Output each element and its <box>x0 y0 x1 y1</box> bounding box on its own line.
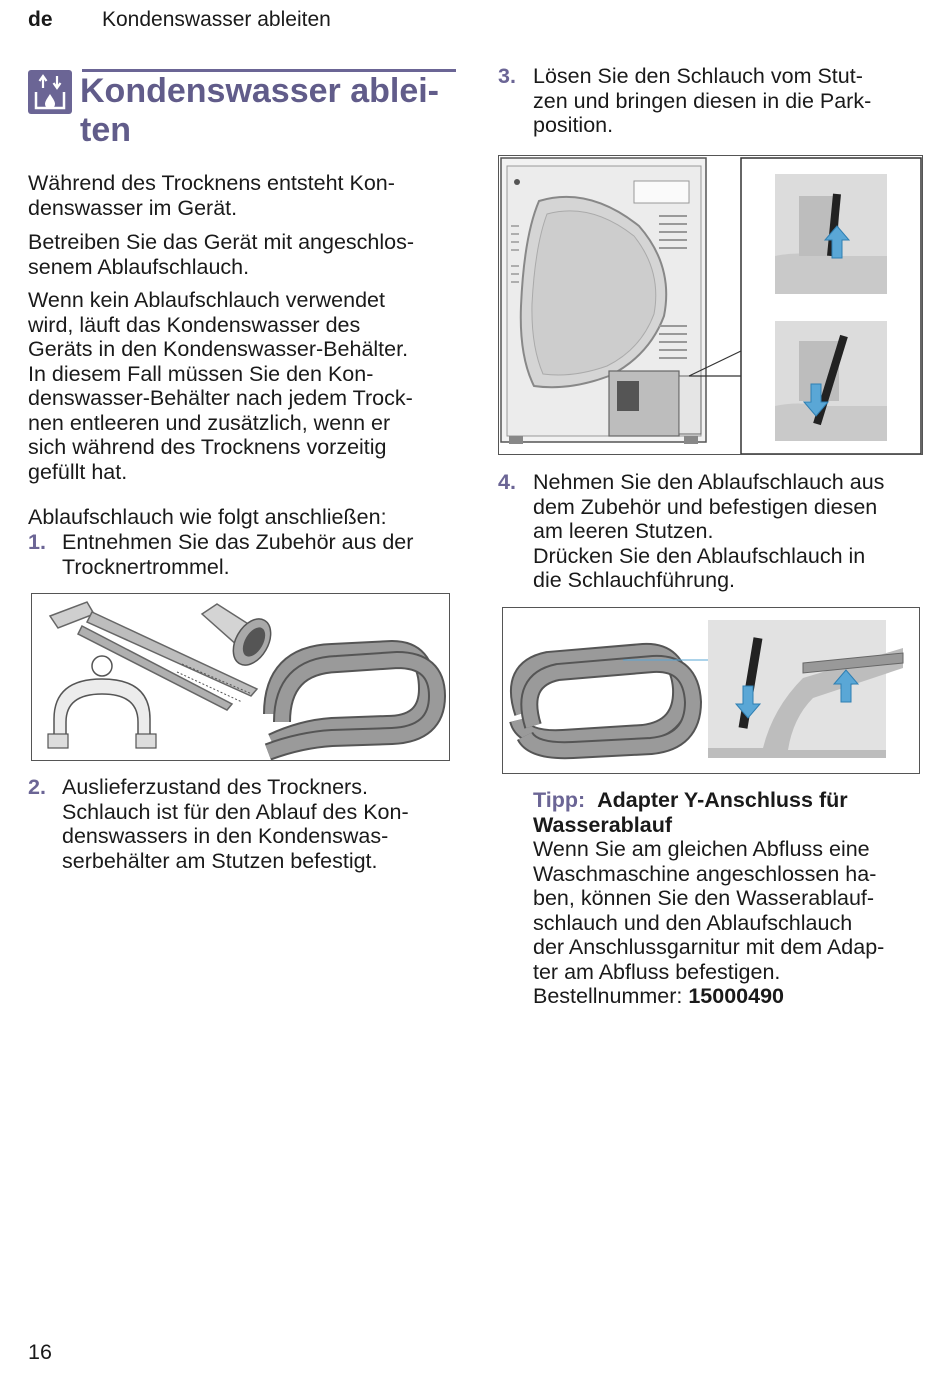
step-4-number: 4. <box>498 470 516 494</box>
intro-p2-line: Betreiben Sie das Gerät mit angeschlos- <box>28 230 415 254</box>
tip-box <box>533 788 884 1009</box>
step-3-line: zen und bringen diesen in die Park- <box>533 88 872 113</box>
intro-p2-line: senem Ablaufschlauch. <box>28 254 250 279</box>
step-4-line: dem Zubehör und befestigen diesen <box>533 494 878 519</box>
tip-heading-line-1 <box>533 788 884 813</box>
intro-p3-line: nen entleeren und zusätzlich, wenn er <box>28 410 391 435</box>
intro-p3-line: In diesem Fall müssen Sie den Kon- <box>28 361 374 386</box>
step-4-line: am leeren Stutzen. <box>533 519 714 543</box>
intro-p3-line: Geräts in den Kondenswasser-Behälter. <box>28 337 409 361</box>
step-3-text <box>533 64 871 138</box>
dryer-rear-figure <box>498 155 923 455</box>
condensate-drain-icon <box>28 70 72 114</box>
intro-p1-line: denswasser im Gerät. <box>28 195 238 220</box>
tip-order-line <box>533 984 884 1009</box>
detail-hose-release-image <box>775 174 887 294</box>
step-2-line: Auslieferzustand des Trockners. <box>62 775 368 799</box>
step-2-line: denswassers in den Kondenswas- <box>62 824 389 848</box>
drain-hose-image <box>268 649 437 752</box>
tip-label: Tipp: <box>533 788 586 812</box>
tip-line: der Anschlussgarnitur mit dem Adap- <box>533 935 885 959</box>
intro-p1-line: Während des Trocknens entsteht Kon- <box>28 171 395 195</box>
intro-p3-line: Wenn kein Ablaufschlauch verwendet <box>28 288 385 312</box>
header-language: de <box>28 8 53 31</box>
intro-paragraph-2 <box>28 230 414 279</box>
hose-holder-image <box>48 656 156 748</box>
step-2-number: 2. <box>28 775 46 799</box>
page-title-line2: ten <box>80 111 131 149</box>
step-3-line: Lösen Sie den Schlauch vom Stut- <box>533 64 863 88</box>
page-number: 16 <box>28 1340 52 1364</box>
step-1-number: 1. <box>28 530 46 554</box>
tip-line: ben, können Sie den Wasserablauf- <box>533 886 875 910</box>
intro-p3-line: wird, läuft das Kondenswasser des <box>28 312 361 337</box>
tip-line: Waschmaschine angeschlossen ha- <box>533 861 877 886</box>
tip-line: Wenn Sie am gleichen Abfluss eine <box>533 837 870 861</box>
hose-guide-detail-image <box>708 620 903 758</box>
tip-line: schlauch und den Ablaufschlauch <box>533 910 853 935</box>
step-4-line: Nehmen Sie den Ablaufschlauch aus <box>533 470 885 494</box>
page-title <box>80 72 460 150</box>
detail-hose-park-image <box>775 321 887 441</box>
step-3-line: position. <box>533 113 614 137</box>
hose-attach-figure <box>502 607 920 774</box>
step-2-text <box>62 775 409 873</box>
step-1-text <box>62 530 413 579</box>
step-2-line: serbehälter am Stutzen befestigt. <box>62 848 378 873</box>
step-2-line: Schlauch ist für den Ablauf des Kon- <box>62 799 409 824</box>
procedure-lead: Ablaufschlauch wie folgt anschließen: <box>28 505 387 529</box>
order-number-label: Bestellnummer: <box>533 984 683 1008</box>
tip-line: ter am Abfluss befestigen. <box>533 959 781 984</box>
header-section-title: Kondenswasser ableiten <box>102 8 331 31</box>
intro-p3-line: sich während des Trocknens vorzeitig <box>28 435 387 459</box>
intro-paragraph-3 <box>28 288 413 484</box>
step-1-line: Entnehmen Sie das Zubehör aus der <box>62 530 414 554</box>
accessories-figure <box>31 593 450 761</box>
step-1-line: Trocknertrommel. <box>62 554 230 579</box>
page-title-line1: Kondenswasser ablei- <box>80 72 440 110</box>
intro-p3-line: gefüllt hat. <box>28 459 128 484</box>
intro-paragraph-1 <box>28 171 395 220</box>
tip-heading-line-2: Wasserablauf <box>533 812 673 837</box>
nozzle-image <box>202 604 278 672</box>
step-4-line: Drücken Sie den Ablaufschlauch in <box>533 543 866 568</box>
step-4-text <box>533 470 884 593</box>
tip-heading: Adapter Y-Anschluss für <box>597 788 848 812</box>
order-number: 15000490 <box>688 984 785 1008</box>
dryer-rear-image <box>501 158 706 444</box>
intro-p3-line: denswasser-Behälter nach jedem Trock- <box>28 386 413 410</box>
step-3-number: 3. <box>498 64 516 88</box>
step-4-line: die Schlauchführung. <box>533 568 736 592</box>
